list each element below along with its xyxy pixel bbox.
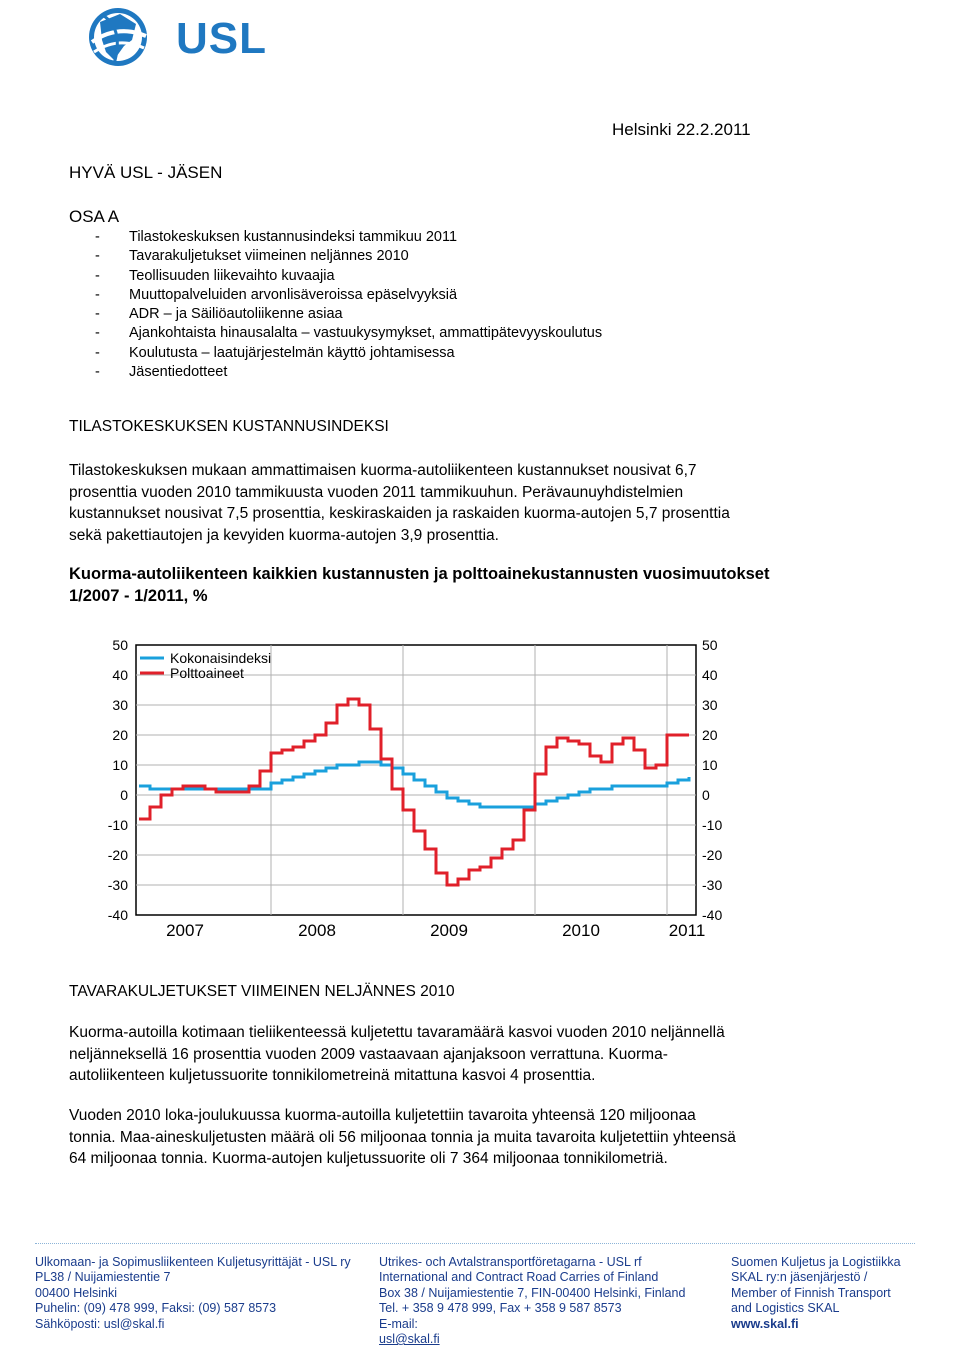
footer-line: Utrikes- och Avtalstransportföretagarna - USL rf	[379, 1255, 642, 1269]
footer-line: SKAL ry:n jäsenjärjestö /	[731, 1270, 868, 1285]
paragraph-line: neljänneksellä 16 prosenttia vuoden 2009 vastaavaan ajanjaksoon verrattuna. Kuorma-	[69, 1045, 668, 1063]
y-tick-label-right: -10	[702, 817, 723, 833]
footer-line: and Logistics SKAL	[731, 1301, 840, 1316]
x-tick-label: 2008	[298, 921, 336, 940]
footer-line: Suomen Kuljetus ja Logistiikka	[731, 1255, 901, 1269]
chart-title-line: Kuorma-autoliikenteen kaikkien kustannusten ja polttoainekustannusten vuosimuutokset	[69, 565, 770, 583]
paragraph-line: 64 miljoonaa tonnia. Kuorma-autojen kuljetussuorite oli 7 364 miljoonaa tonnikilometriä.	[69, 1150, 668, 1167]
logo-text: USL	[176, 14, 267, 63]
paragraph-line: autoliikenteen kuljetussuorite tonnikilometreinä mitattuna kasvoi 4 prosenttia.	[69, 1067, 596, 1084]
y-tick-label-left: -30	[107, 877, 128, 893]
footer-col-usl-rf	[379, 1255, 685, 1347]
list-item: - Ajankohtaista hinausalalta – vastuukysymykset, ammattipätevyyskoulutus	[95, 325, 603, 342]
y-tick-label-left: -20	[107, 847, 128, 863]
footer-line: Puhelin: (09) 478 999, Faksi: (09) 587 8573	[35, 1301, 277, 1316]
y-tick-label-right: -20	[702, 847, 723, 863]
globe-icon	[84, 6, 164, 68]
y-tick-label-right: 40	[702, 667, 718, 683]
transport-paragraph-1	[69, 1022, 899, 1087]
list-item: - ADR – ja Säiliöautoliikenne asiaa	[95, 306, 343, 323]
footer-line: International and Contract Road Carries of Finland	[379, 1270, 659, 1285]
section-a-list	[95, 228, 602, 382]
index-paragraph	[69, 460, 899, 546]
list-item: - Tavarakuljetukset viimeinen neljännes 2010	[95, 248, 409, 265]
footer-line: Box 38 / Nuijamiestentie 7, FIN-00400 Helsinki, Finland	[379, 1285, 686, 1300]
y-tick-label-right: 0	[702, 787, 710, 803]
footer-col-usl-ry	[35, 1255, 351, 1332]
section-a-title: OSA A	[69, 207, 120, 226]
index-heading: TILASTOKESKUKSEN KUSTANNUSINDEKSI	[69, 418, 389, 435]
y-tick-label-right: 10	[702, 757, 718, 773]
y-tick-label-left: 50	[112, 637, 128, 653]
footer-col-skal	[731, 1255, 901, 1332]
greeting: HYVÄ USL - JÄSEN	[69, 163, 223, 182]
x-tick-label: 2009	[430, 921, 468, 940]
paragraph-line: Kuorma-autoilla kotimaan tieliikenteessä kuljetettu tavaramäärä kasvoi vuoden 2010 neljännellä	[69, 1024, 725, 1041]
footer-line: Member of Finnish Transport	[731, 1285, 891, 1300]
list-item: - Muuttopalveluiden arvonlisäveroissa epäselvyyksiä	[95, 286, 458, 303]
paragraph-line: Tilastokeskuksen mukaan ammattimaisen kuorma-autoliikenteen kustannukset nousivat 6,7	[69, 462, 697, 479]
y-tick-label-left: 0	[120, 787, 128, 803]
cost-index-chart	[98, 630, 758, 945]
paragraph-line: prosenttia vuoden 2010 tammikuusta vuoden 2011 tammikuuhun. Perävaunuyhdistelmien	[69, 483, 684, 501]
x-tick-label: 2011	[668, 921, 706, 940]
transport-paragraph-2	[69, 1105, 899, 1170]
y-tick-label-left: 30	[112, 697, 128, 713]
footer-line: PL38 / Nuijamiestentie 7	[35, 1270, 171, 1285]
footer-line: Tel. + 358 9 478 999, Fax + 358 9 587 8573	[379, 1301, 622, 1316]
footer-line: Ulkomaan- ja Sopimusliikenteen Kuljetusyrittäjät - USL ry	[35, 1255, 351, 1269]
y-tick-label-left: -10	[107, 817, 128, 833]
y-tick-label-right: 50	[702, 637, 718, 653]
y-tick-label-right: 30	[702, 697, 718, 713]
usl-logo	[84, 6, 267, 66]
list-item: - Teollisuuden liikevaihto kuvaajia	[95, 267, 335, 284]
y-tick-label-right: -30	[702, 877, 723, 893]
list-item: - Jäsentiedotteet	[95, 364, 228, 381]
list-item: - Koulutusta – laatujärjestelmän käyttö johtamisessa	[95, 344, 455, 361]
chart-title	[69, 563, 769, 607]
chart-title-line: 1/2007 - 1/2011, %	[69, 587, 208, 605]
website-link[interactable]: www.skal.fi	[731, 1316, 799, 1331]
letter-date: Helsinki 22.2.2011	[612, 120, 751, 139]
y-tick-label-left: 20	[112, 727, 128, 743]
paragraph-line: kustannukset nousivat 7,5 prosenttia, keskiraskaiden ja raskaiden kuorma-autojen 5,7 prosenttia	[69, 505, 730, 522]
x-tick-label: 2010	[562, 921, 600, 940]
paragraph-line: sekä pakettiautojen ja kevyiden kuorma-autojen 3,9 prosenttia.	[69, 526, 499, 544]
y-tick-label-left: 40	[112, 667, 128, 683]
list-item: - Tilastokeskuksen kustannusindeksi tammikuu 2011	[95, 229, 458, 245]
transport-heading: TAVARAKULJETUKSET VIIMEINEN NELJÄNNES 2010	[69, 983, 455, 1000]
y-tick-label-right: 20	[702, 727, 718, 743]
legend-label: Polttoaineet	[170, 665, 244, 681]
email-link[interactable]: usl@skal.fi	[379, 1332, 440, 1347]
paragraph-line: tonnia. Maa-aineskuljetusten määrä oli 56 miljoonaa tonnia ja muita tavaroita kuljetettiin yhteensä	[69, 1128, 736, 1146]
legend-label: Kokonaisindeksi	[170, 650, 272, 666]
footer-line: 00400 Helsinki	[35, 1285, 117, 1300]
email-label: E-mail:	[379, 1316, 418, 1331]
y-tick-label-left: -40	[107, 907, 128, 923]
footer-email-line[interactable]: Sähköposti: usl@skal.fi	[35, 1316, 165, 1331]
x-tick-label: 2007	[166, 921, 204, 940]
y-tick-label-left: 10	[112, 757, 128, 773]
y-tick-label-right: -40	[702, 907, 723, 923]
paragraph-line: Vuoden 2010 loka-joulukuussa kuorma-autoilla kuljetettiin tavaroita yhteensä 120 miljoonaa	[69, 1107, 696, 1124]
footer-divider	[35, 1243, 915, 1245]
footer-email-line	[379, 1317, 685, 1347]
